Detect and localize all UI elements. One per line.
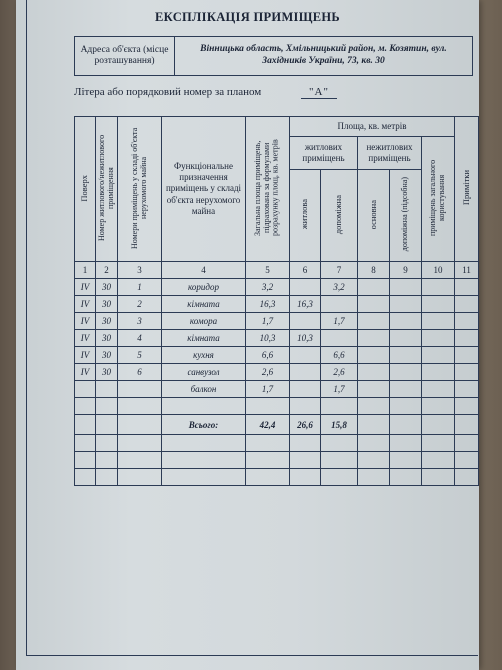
col-num: 9 xyxy=(390,262,422,279)
cell-empty xyxy=(358,313,390,330)
cell-empty xyxy=(358,347,390,364)
cell-living xyxy=(290,364,321,381)
header-common: приміщень загального користування xyxy=(422,137,455,262)
cell-room: 1 xyxy=(118,279,162,296)
cell-empty xyxy=(455,279,479,296)
cell-empty xyxy=(390,347,422,364)
address-box xyxy=(74,36,473,76)
cell-aux xyxy=(321,296,358,313)
cell-purpose: санвузол xyxy=(162,364,246,381)
cell-total: 6,6 xyxy=(246,347,290,364)
cell-room: 4 xyxy=(118,330,162,347)
table-row xyxy=(75,296,479,313)
col-num: 2 xyxy=(96,262,118,279)
cell-empty xyxy=(422,364,455,381)
cell-living xyxy=(290,381,321,398)
table-row-empty xyxy=(75,398,479,415)
cell-empty xyxy=(390,296,422,313)
cell-room: 3 xyxy=(118,313,162,330)
col-num: 5 xyxy=(246,262,290,279)
total-living: 26,6 xyxy=(290,415,321,435)
cell-empty xyxy=(390,330,422,347)
col-num: 6 xyxy=(290,262,321,279)
cell-empty xyxy=(390,279,422,296)
header-total-area: Загальна площа приміщень, підрахована за формулами розрахунку площ, кв. метрів xyxy=(246,117,290,262)
col-num: 7 xyxy=(321,262,358,279)
cell-unit: 30 xyxy=(96,347,118,364)
cell-unit: 30 xyxy=(96,364,118,381)
cell-room: 2 xyxy=(118,296,162,313)
header-living-aux: допоміжна xyxy=(321,170,358,262)
header-notes: Примітки xyxy=(455,117,479,262)
header-living-group: житлових приміщень xyxy=(290,137,358,170)
address-label: Адреса об'єкта (місце розташування) xyxy=(75,37,175,75)
col-num: 3 xyxy=(118,262,162,279)
cell-total: 2,6 xyxy=(246,364,290,381)
cell-purpose: коридор xyxy=(162,279,246,296)
header-purpose: Функціональне призначення приміщень у складі об'єкта нерухомого майна xyxy=(162,117,246,262)
cell-purpose: кухня xyxy=(162,347,246,364)
cell-empty xyxy=(390,381,422,398)
cell-purpose: кімната xyxy=(162,330,246,347)
cell-floor: IV xyxy=(75,296,96,313)
cell-floor: IV xyxy=(75,279,96,296)
cell-empty xyxy=(358,330,390,347)
cell-aux: 6,6 xyxy=(321,347,358,364)
cell-aux: 1,7 xyxy=(321,381,358,398)
total-label: Всього: xyxy=(162,415,246,435)
header-nonliving-group: нежитлових приміщень xyxy=(358,137,422,170)
cell-empty xyxy=(455,347,479,364)
cell-empty xyxy=(358,279,390,296)
cell-floor: IV xyxy=(75,313,96,330)
cell-room: 6 xyxy=(118,364,162,381)
address-value: Вінницька область, Хмільницький район, м. Козятин, вул. Західників України, 73, кв. 30 xyxy=(200,44,447,66)
col-num: 10 xyxy=(422,262,455,279)
bottom-margin-line xyxy=(26,655,478,656)
total-aux: 15,8 xyxy=(321,415,358,435)
table-row xyxy=(75,347,479,364)
header-area-group: Площа, кв. метрів xyxy=(290,117,455,137)
header-nonliving-aux: допоміжна (підсобна) xyxy=(390,170,422,262)
cell-unit: 30 xyxy=(96,313,118,330)
table-row xyxy=(75,381,479,398)
cell-living xyxy=(290,313,321,330)
cell-floor: IV xyxy=(75,330,96,347)
cell-empty xyxy=(422,279,455,296)
cell-empty xyxy=(422,330,455,347)
cell-empty xyxy=(390,313,422,330)
table-row-empty xyxy=(75,452,479,469)
table-row-empty xyxy=(75,469,479,486)
liter-label: Літера або порядковий номер за планом xyxy=(74,86,262,98)
cell-living: 16,3 xyxy=(290,296,321,313)
cell-unit: 30 xyxy=(96,296,118,313)
rooms-table xyxy=(74,116,479,486)
header-living-main: житлова xyxy=(290,170,321,262)
cell-aux xyxy=(321,330,358,347)
header-floor: Поверх xyxy=(75,117,96,262)
total-row xyxy=(75,415,479,435)
table-row xyxy=(75,364,479,381)
cell-total: 1,7 xyxy=(246,313,290,330)
col-num: 11 xyxy=(455,262,479,279)
cell-room: 5 xyxy=(118,347,162,364)
cell-empty xyxy=(358,296,390,313)
cell-purpose: балкон xyxy=(162,381,246,398)
cell-unit xyxy=(96,381,118,398)
cell-empty xyxy=(455,330,479,347)
col-num: 4 xyxy=(162,262,246,279)
table-row xyxy=(75,330,479,347)
cell-unit: 30 xyxy=(96,330,118,347)
col-num: 8 xyxy=(358,262,390,279)
cell-empty xyxy=(422,296,455,313)
cell-floor xyxy=(75,381,96,398)
cell-empty xyxy=(455,313,479,330)
cell-empty xyxy=(358,364,390,381)
total-area: 42,4 xyxy=(246,415,290,435)
cell-empty xyxy=(455,381,479,398)
cell-unit: 30 xyxy=(96,279,118,296)
left-margin-line xyxy=(26,0,27,655)
cell-empty xyxy=(422,381,455,398)
cell-total: 16,3 xyxy=(246,296,290,313)
header-nonliving-main: основна xyxy=(358,170,390,262)
cell-empty xyxy=(422,347,455,364)
cell-living xyxy=(290,279,321,296)
cell-floor: IV xyxy=(75,347,96,364)
cell-room xyxy=(118,381,162,398)
cell-purpose: комора xyxy=(162,313,246,330)
table-row xyxy=(75,279,479,296)
header-room-no: Номери приміщень у складі об'єкта нерухомого майна xyxy=(118,117,162,262)
cell-aux: 1,7 xyxy=(321,313,358,330)
document-title: ЕКСПЛІКАЦІЯ ПРИМІЩЕНЬ xyxy=(155,10,340,24)
cell-empty xyxy=(358,381,390,398)
cell-total: 10,3 xyxy=(246,330,290,347)
liter-value: "А" xyxy=(301,86,337,99)
col-num: 1 xyxy=(75,262,96,279)
column-number-row xyxy=(75,262,479,279)
document-page xyxy=(16,0,479,670)
cell-empty xyxy=(455,296,479,313)
cell-living xyxy=(290,347,321,364)
cell-purpose: кімната xyxy=(162,296,246,313)
cell-aux: 2,6 xyxy=(321,364,358,381)
header-unit-no: Номер житлового/нежитлового приміщення xyxy=(96,117,118,262)
cell-living: 10,3 xyxy=(290,330,321,347)
cell-aux: 3,2 xyxy=(321,279,358,296)
cell-empty xyxy=(422,313,455,330)
cell-total: 3,2 xyxy=(246,279,290,296)
table-row-empty xyxy=(75,435,479,452)
cell-empty xyxy=(455,364,479,381)
cell-floor: IV xyxy=(75,364,96,381)
cell-empty xyxy=(390,364,422,381)
cell-total: 1,7 xyxy=(246,381,290,398)
table-row xyxy=(75,313,479,330)
